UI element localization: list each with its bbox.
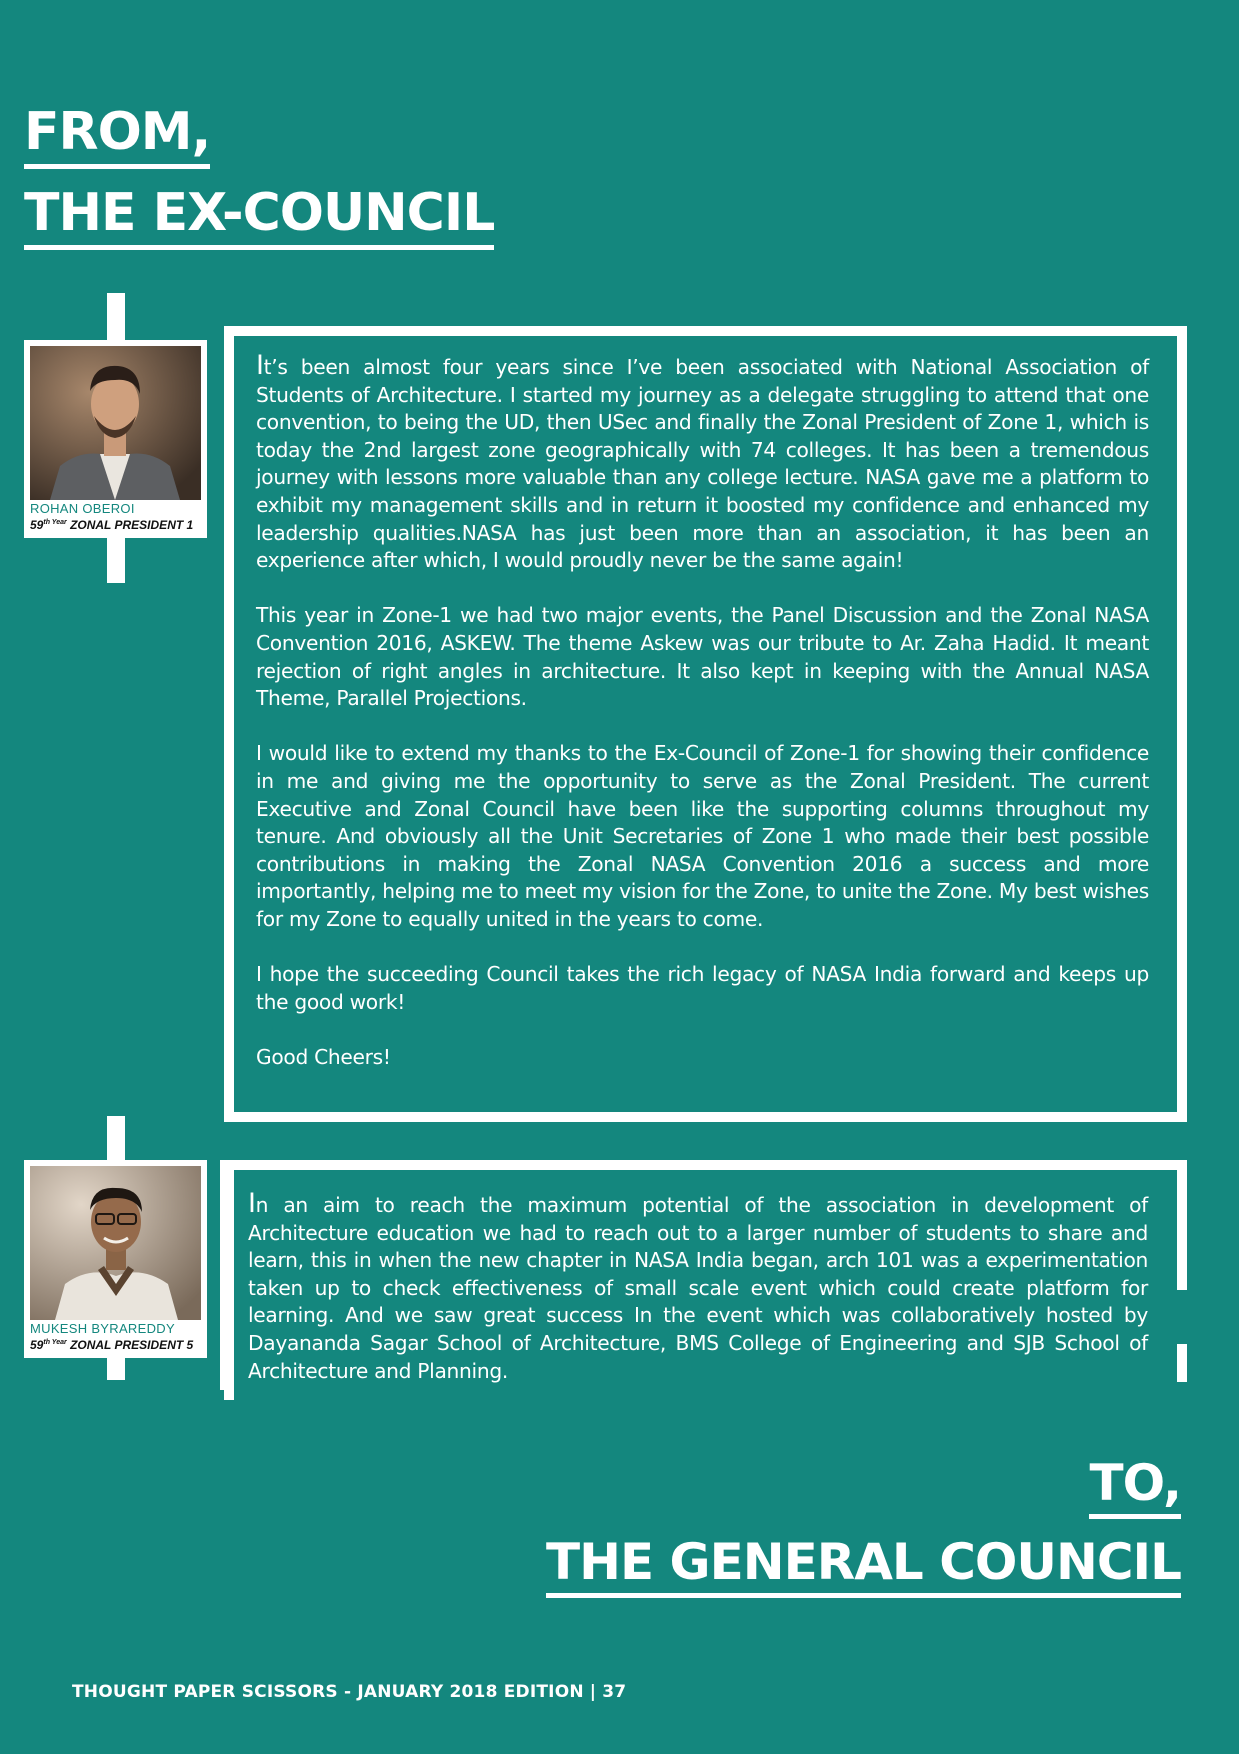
message-text-2 <box>248 1190 1148 1385</box>
heading-line-from: FROM, <box>24 106 210 169</box>
profile-year-suffix: th Year <box>43 519 67 526</box>
paragraph-text: t’s been almost four years since I’ve been associated with National Association of Students of Architecture. I started my journey as a delegate struggling to attend that one convention, to being the UD, then USec and finally the Zonal President of Zone 1, which is today the 2nd largest zone geographically with 74 colleges. It has been a tremendous journey with lessons more valuable than any college lecture. NASA gave me a platform to exhibit my management skills and in return it boosted my confidence and enhanced my leadership qualities.NASA has just been more than an association, it has been an experience after which, I would proudly never be the same again! <box>256 355 1149 573</box>
profile-title: ZONAL PRESIDENT 1 <box>70 518 194 532</box>
heading-line-to: TO, <box>1089 1458 1181 1519</box>
footer-separator: | <box>589 1682 597 1702</box>
paragraph: Good Cheers! <box>256 1044 391 1069</box>
profile-year: 59 <box>30 1338 44 1352</box>
profile-role <box>30 518 205 532</box>
profile-title: ZONAL PRESIDENT 5 <box>70 1338 194 1352</box>
profile-card-rohan-oberoi <box>24 340 207 538</box>
drop-cap: I <box>248 1188 256 1219</box>
page-number: 37 <box>602 1682 627 1702</box>
heading-line-ex-council: THE EX-COUNCIL <box>24 187 494 250</box>
profile-card-mukesh-byrareddy <box>24 1160 207 1358</box>
message-text-1 <box>256 352 1149 1071</box>
section-heading-from <box>24 102 495 250</box>
drop-cap: I <box>256 350 264 381</box>
profile-year-suffix: th Year <box>43 1339 67 1346</box>
connector-bar-top-2 <box>107 1116 125 1162</box>
profile-role <box>30 1338 205 1352</box>
paragraph-text: n an aim to reach the maximum potential of the association in development of Architecture education we had to reach out to a larger number of students to share and learn, this in when the new chapter in NASA India began, arch 101 was a experimentation taken up to check effectiveness of small scale event which could create platform for learning. And we saw great success In the event which was collaboratively hosted by Dayananda Sagar School of Architecture, BMS College of Engineering and SJB School of Architecture and Planning. <box>248 1193 1148 1383</box>
portrait-photo <box>30 346 201 500</box>
paragraph: I hope the succeeding Council takes the rich legacy of NASA India forward and keeps up the good work! <box>256 962 1149 1014</box>
heading-line-general-council: THE GENERAL COUNCIL <box>546 1537 1181 1598</box>
border-gap <box>1177 1290 1189 1344</box>
publication-title: THOUGHT PAPER SCISSORS - JANUARY 2018 EDITION <box>72 1682 584 1702</box>
connector-bar-bottom-2 <box>107 1356 125 1380</box>
portrait-illustration-mukesh <box>30 1166 201 1320</box>
connector-bar-top-1 <box>107 293 125 341</box>
paragraph <box>248 1190 1148 1385</box>
section-heading-to <box>546 1454 1181 1598</box>
portrait-illustration-rohan <box>30 346 201 500</box>
profile-name: ROHAN OBEROI <box>30 501 135 516</box>
connector-bar-bottom-1 <box>107 537 125 583</box>
paragraph: This year in Zone-1 we had two major events, the Panel Discussion and the Zonal NASA Convention 2016, ASKEW. The theme Askew was our tribute to Ar. Zaha Hadid. It meant rejection of right angles in architecture. It also kept in keeping with the Annual NASA Theme, Parallel Projections. <box>256 603 1149 711</box>
portrait-photo <box>30 1166 201 1320</box>
page-footer <box>72 1682 626 1702</box>
border-gap <box>1177 1382 1189 1412</box>
profile-year: 59 <box>30 518 44 532</box>
paragraph: I would like to extend my thanks to the Ex-Council of Zone-1 for showing their confidence in me and giving me the opportunity to serve as the Zonal President. The current Executive and Zonal Council have been like the supporting columns throughout my tenure. And obviously all the Unit Secretaries of Zone 1 who made their best possible contributions in making the Zonal NASA Convention 2016 a success and more importantly, helping me to meet my vision for the Zone, to unite the Zone. My best wishes for my Zone to equally united in the years to come. <box>256 741 1149 931</box>
paragraph <box>256 352 1149 575</box>
profile-name: MUKESH BYRAREDDY <box>30 1321 175 1336</box>
